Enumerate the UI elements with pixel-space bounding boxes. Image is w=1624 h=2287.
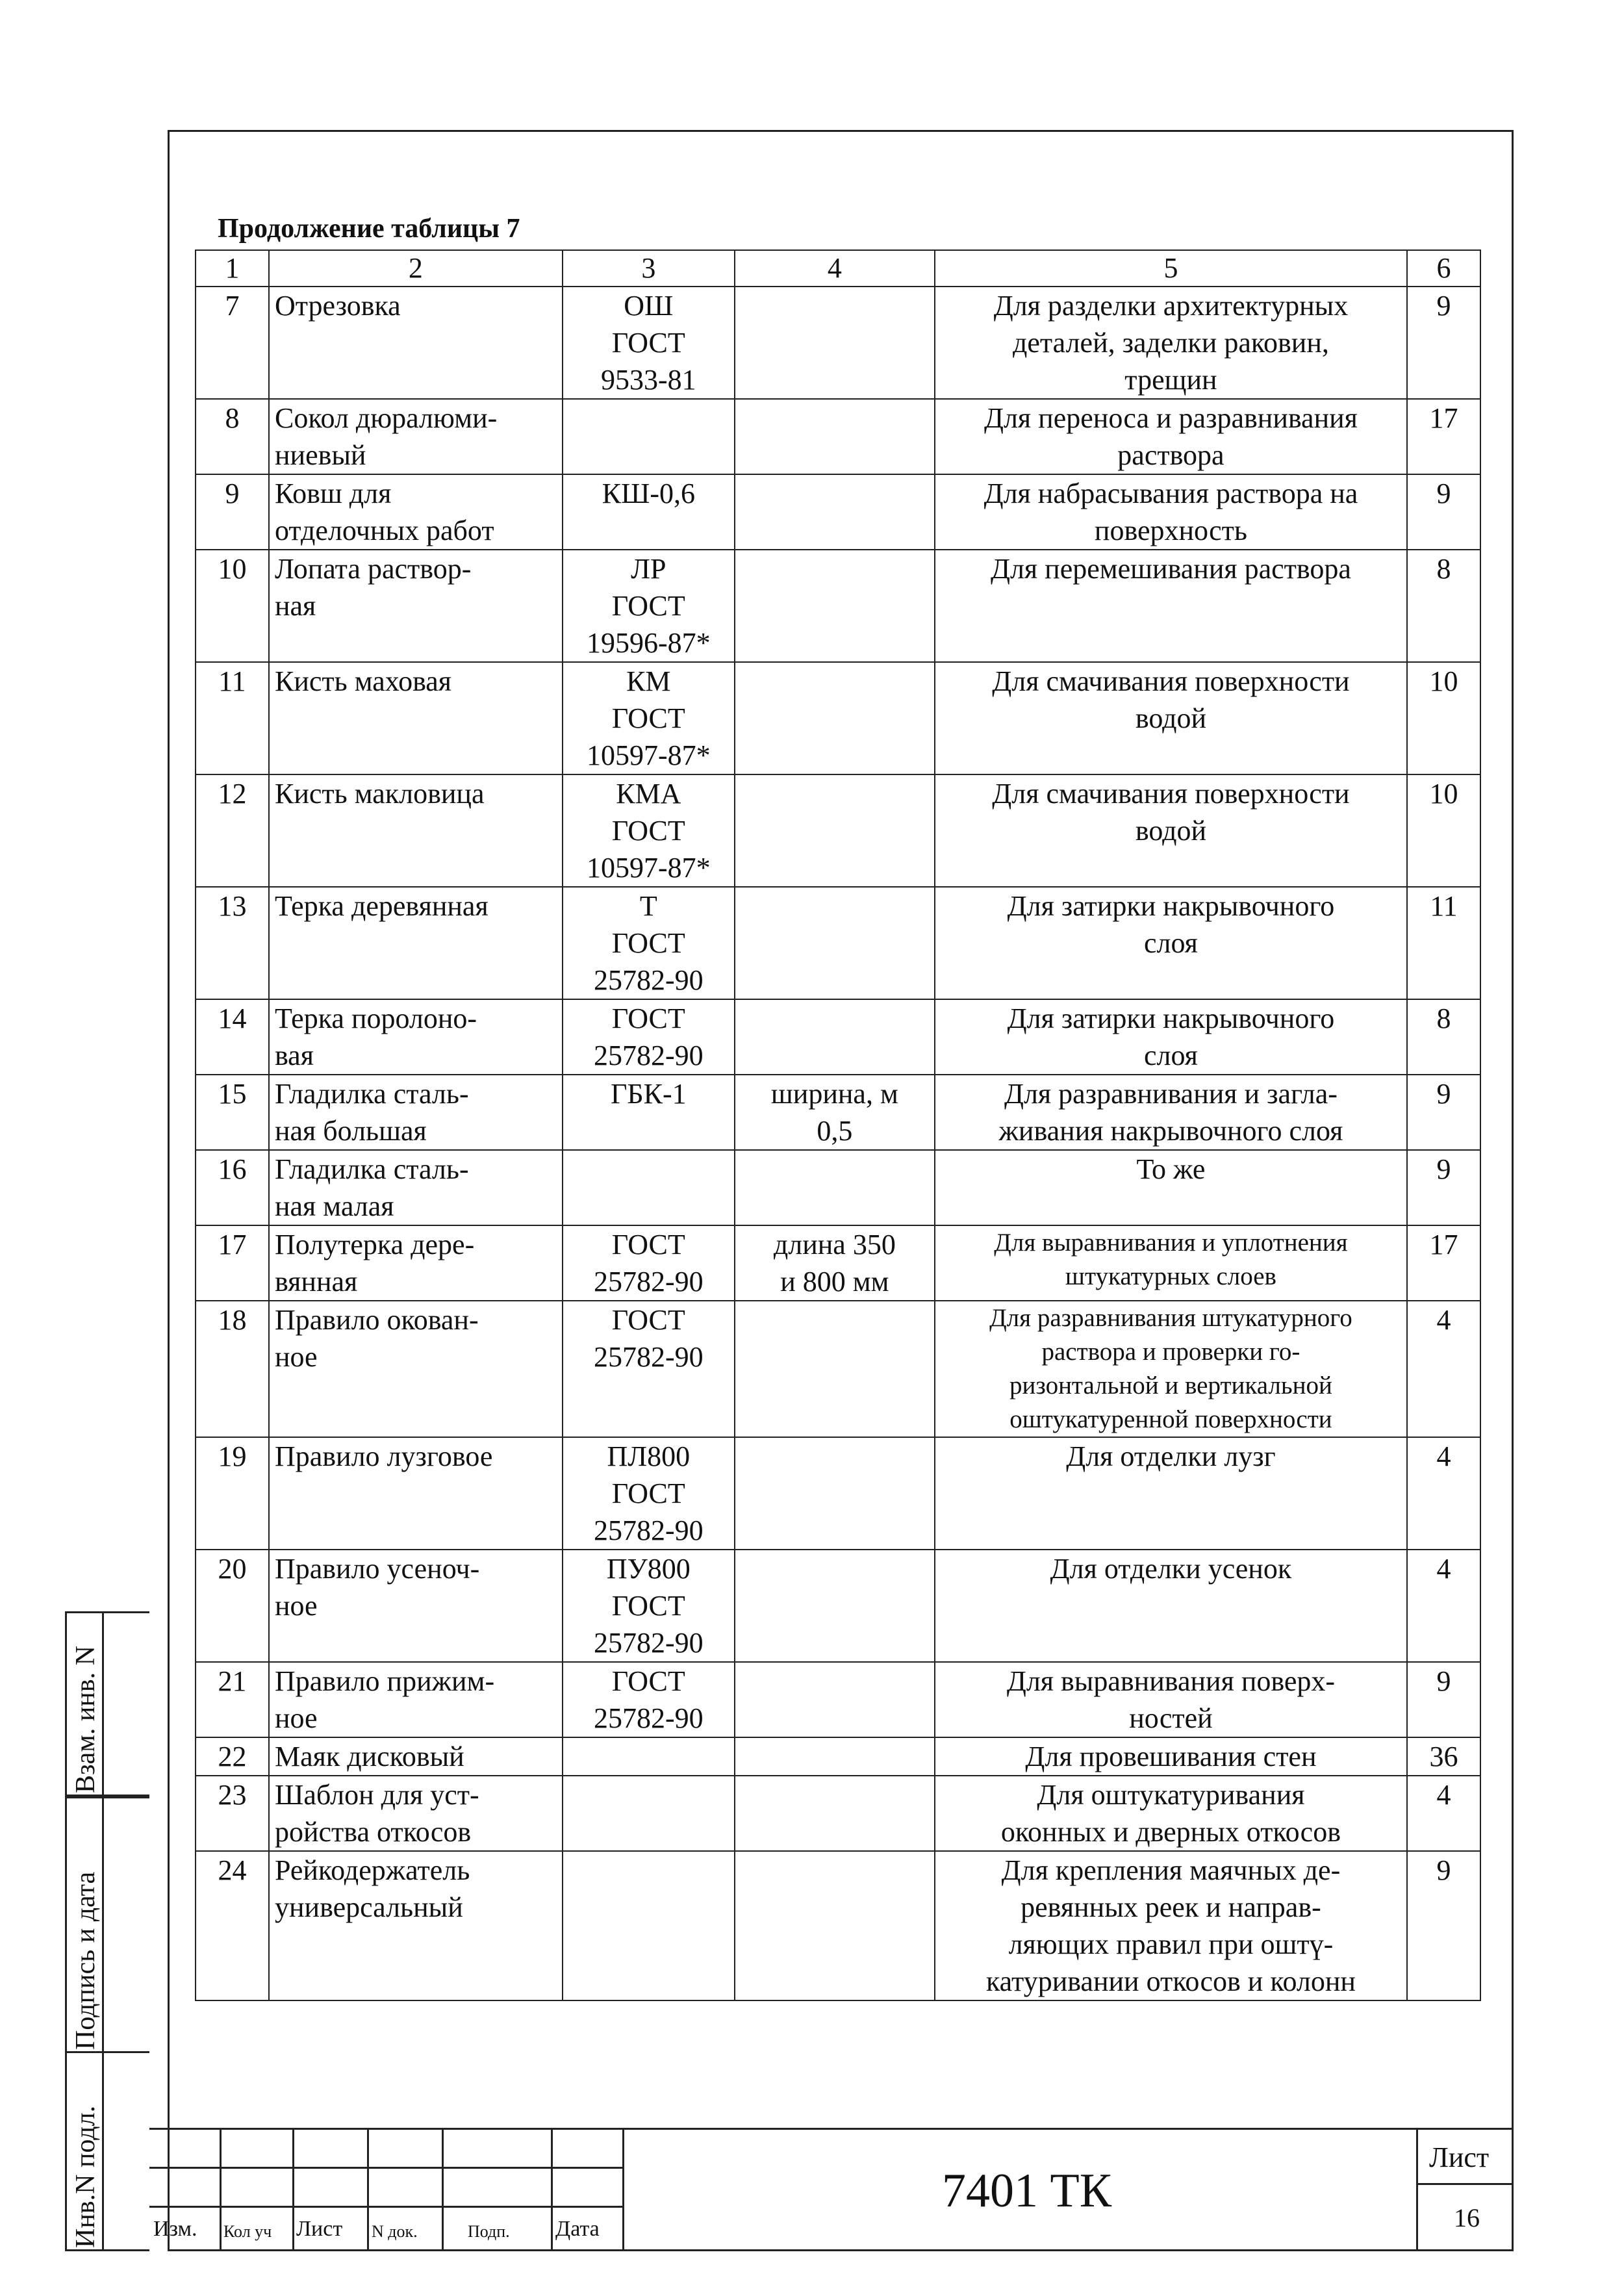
row-purpose	[935, 1662, 1407, 1737]
row-mark-line: ГОСТ	[611, 927, 685, 959]
row-spec	[735, 1150, 935, 1225]
row-spec	[735, 887, 935, 999]
row-mark-line: ПЛ800	[607, 1440, 691, 1472]
row-spec	[735, 287, 935, 399]
row-purpose	[935, 550, 1407, 662]
row-number: 17	[196, 1225, 269, 1301]
row-mark-line: 25782-90	[593, 1266, 704, 1297]
row-mark-line: 19596-87*	[586, 627, 711, 659]
row-purpose-line: Для перемешивания раствора	[990, 553, 1351, 585]
row-name-line: Лопата раствор-	[274, 553, 472, 585]
row-mark-line: ГОСТ	[611, 1665, 685, 1697]
row-name-line: ная малая	[274, 1190, 394, 1222]
table-row	[196, 550, 1480, 662]
row-name	[269, 1851, 563, 2000]
row-quantity: 9	[1407, 1851, 1480, 2000]
row-name	[269, 1150, 563, 1225]
row-name	[269, 1225, 563, 1301]
row-number: 10	[196, 550, 269, 662]
row-purpose-line: ризонтальной и вертикальной	[1009, 1372, 1332, 1399]
row-mark-line: ГОСТ	[611, 327, 685, 359]
row-mark-line: 25782-90	[593, 1040, 704, 1071]
row-name	[269, 999, 563, 1075]
row-purpose	[935, 287, 1407, 399]
stamp-ndok: N док.	[372, 2222, 418, 2241]
row-purpose-line: Для выравнивания поверх-	[1006, 1665, 1336, 1697]
row-mark	[563, 1075, 735, 1150]
row-name-line: Полутерка дере-	[274, 1229, 475, 1260]
table-row	[196, 1662, 1480, 1737]
row-mark	[563, 1851, 735, 2000]
row-purpose	[935, 1851, 1407, 2000]
row-spec-line: и 800 мм	[780, 1266, 889, 1297]
row-mark	[563, 474, 735, 550]
row-number: 18	[196, 1301, 269, 1437]
row-purpose-line: Для переноса и разравнивания	[983, 402, 1358, 434]
row-number: 23	[196, 1776, 269, 1851]
row-mark-line: 25782-90	[593, 964, 704, 996]
row-number: 24	[196, 1851, 269, 2000]
row-number: 21	[196, 1662, 269, 1737]
row-purpose-line: Для набрасывания раствора на	[983, 478, 1358, 509]
row-quantity: 4	[1407, 1776, 1480, 1851]
row-mark-line: ПУ800	[606, 1553, 691, 1585]
row-quantity: 36	[1407, 1737, 1480, 1776]
row-mark-line: КШ-0,6	[602, 478, 696, 509]
row-purpose	[935, 1776, 1407, 1851]
row-name	[269, 1550, 563, 1662]
row-number: 14	[196, 999, 269, 1075]
row-purpose-line: Для крепления маячных де-	[1001, 1854, 1341, 1886]
row-number: 16	[196, 1150, 269, 1225]
row-name-line: ройства откосов	[274, 1816, 472, 1848]
row-mark-line: 10597-87*	[586, 852, 711, 884]
row-name	[269, 474, 563, 550]
row-purpose-line: Для отделки лузг	[1066, 1440, 1276, 1472]
row-spec	[735, 662, 935, 774]
row-number: 15	[196, 1075, 269, 1150]
row-purpose	[935, 1550, 1407, 1662]
row-name	[269, 287, 563, 399]
row-name-line: Терка деревянная	[274, 890, 488, 922]
stamp-izm: Изм.	[153, 2217, 197, 2241]
row-spec-line: 0,5	[817, 1115, 853, 1147]
sheet-label: Лист	[1429, 2141, 1490, 2173]
row-number: 8	[196, 399, 269, 474]
table-row	[196, 1301, 1480, 1437]
row-number: 22	[196, 1737, 269, 1776]
row-name	[269, 662, 563, 774]
row-mark	[563, 1776, 735, 1851]
row-mark-line: ГОСТ	[611, 702, 685, 734]
row-quantity: 9	[1407, 1662, 1480, 1737]
row-mark	[563, 1662, 735, 1737]
stamp-data: Дата	[555, 2217, 600, 2241]
margin-label-vzam: Взам. инв. N	[71, 1646, 101, 1793]
row-mark-line: Т	[639, 890, 657, 922]
table-row	[196, 474, 1480, 550]
row-name-line: ное	[274, 1702, 318, 1734]
row-quantity: 4	[1407, 1550, 1480, 1662]
table-row	[196, 999, 1480, 1075]
row-purpose	[935, 474, 1407, 550]
row-name	[269, 399, 563, 474]
table-row	[196, 1075, 1480, 1150]
row-purpose	[935, 999, 1407, 1075]
row-purpose-line: Для затирки накрывочного	[1007, 890, 1335, 922]
row-mark	[563, 1150, 735, 1225]
row-purpose-line: поверхность	[1094, 515, 1247, 546]
row-name-line: Ковш для	[274, 478, 392, 509]
row-name-line: Кисть макловица	[274, 778, 485, 810]
row-name-line: Гладилка сталь-	[274, 1153, 469, 1185]
table-row	[196, 887, 1480, 999]
row-purpose-line: слоя	[1144, 927, 1198, 959]
row-number: 13	[196, 887, 269, 999]
row-spec	[735, 1662, 935, 1737]
row-number: 12	[196, 774, 269, 887]
row-quantity: 17	[1407, 1225, 1480, 1301]
row-mark-line: 25782-90	[593, 1514, 704, 1546]
table-row	[196, 662, 1480, 774]
row-name	[269, 1075, 563, 1150]
row-number: 7	[196, 287, 269, 399]
row-purpose-line: водой	[1135, 702, 1207, 734]
row-spec	[735, 1225, 935, 1301]
row-name-line: Рейкодержатель	[274, 1854, 470, 1886]
row-mark-line: 10597-87*	[586, 739, 711, 771]
table-header-row	[196, 250, 1480, 287]
row-name-line: отделочных работ	[274, 515, 494, 546]
row-name	[269, 887, 563, 999]
row-name-line: ная большая	[274, 1115, 427, 1147]
row-purpose-line: слоя	[1144, 1040, 1198, 1071]
table-row	[196, 1737, 1480, 1776]
row-name-line: ное	[274, 1590, 318, 1622]
row-spec	[735, 1075, 935, 1150]
row-mark-line: ОШ	[624, 290, 674, 322]
row-number: 19	[196, 1437, 269, 1550]
row-mark	[563, 1737, 735, 1776]
row-purpose-line: Для разравнивания штукатурного	[989, 1304, 1352, 1332]
row-name-line: Терка поролоно-	[274, 1003, 477, 1034]
row-quantity: 4	[1407, 1437, 1480, 1550]
row-mark-line: ГБК-1	[610, 1078, 687, 1110]
row-name-line: вая	[274, 1040, 314, 1071]
row-mark-line: ГОСТ	[611, 590, 685, 622]
row-name	[269, 1776, 563, 1851]
row-quantity: 17	[1407, 399, 1480, 474]
row-purpose-line: То же	[1136, 1153, 1206, 1185]
row-purpose-line: Для оштукатуривания	[1037, 1779, 1305, 1811]
row-quantity: 10	[1407, 662, 1480, 774]
row-name-line: универсальный	[274, 1891, 463, 1923]
row-purpose-line: Для выравнивания и уплотнения	[994, 1229, 1348, 1257]
row-purpose	[935, 1150, 1407, 1225]
row-purpose	[935, 1225, 1407, 1301]
row-mark-line: ЛР	[631, 553, 666, 585]
row-spec	[735, 1550, 935, 1662]
row-mark-line: ГОСТ	[611, 1477, 685, 1509]
row-spec-line: длина 350	[773, 1229, 896, 1260]
row-purpose	[935, 1301, 1407, 1437]
row-quantity: 4	[1407, 1301, 1480, 1437]
row-mark	[563, 774, 735, 887]
row-mark	[563, 662, 735, 774]
row-spec	[735, 474, 935, 550]
row-name	[269, 1662, 563, 1737]
row-name-line: вянная	[274, 1266, 358, 1297]
row-name-line: Маяк дисковый	[274, 1741, 464, 1772]
document-code: 7401 ТК	[942, 2164, 1112, 2217]
row-name-line: ная	[274, 590, 316, 622]
row-mark-line: 25782-90	[593, 1627, 704, 1659]
table-body	[196, 250, 1480, 2000]
row-purpose-line: ляющих правил при оштү-	[1008, 1928, 1334, 1960]
row-name-line: ное	[274, 1341, 318, 1373]
row-mark	[563, 1225, 735, 1301]
row-name	[269, 1301, 563, 1437]
row-quantity: 9	[1407, 1075, 1480, 1150]
row-purpose-line: оштукатуренной поверхности	[1009, 1405, 1332, 1433]
row-name	[269, 1437, 563, 1550]
row-name-line: Правило усеноч-	[274, 1553, 480, 1585]
margin-label-podpis: Подпись и дата	[71, 1871, 101, 2050]
row-name-line: Сокол дюралюми-	[274, 402, 498, 434]
row-purpose-line: штукатурных слоев	[1065, 1262, 1276, 1290]
row-spec-line: ширина, м	[770, 1078, 898, 1110]
row-mark-line: ГОСТ	[611, 1229, 685, 1260]
row-quantity: 9	[1407, 1150, 1480, 1225]
row-purpose-line: оконных и дверных откосов	[1000, 1816, 1341, 1848]
row-purpose-line: водой	[1135, 815, 1207, 847]
row-purpose-line: раствора и проверки го-	[1041, 1338, 1300, 1366]
row-spec	[735, 1851, 935, 2000]
row-spec	[735, 1776, 935, 1851]
table-row	[196, 287, 1480, 399]
margin-label-inv: Инв.N подл.	[71, 2105, 101, 2248]
row-purpose-line: Для смачивания поверхности	[992, 665, 1350, 697]
row-mark-line: ГОСТ	[611, 1304, 685, 1336]
row-name-line: Правило прижим-	[274, 1665, 495, 1697]
row-spec	[735, 1437, 935, 1550]
row-number: 11	[196, 662, 269, 774]
row-purpose	[935, 399, 1407, 474]
row-mark-line: 25782-90	[593, 1341, 704, 1373]
row-purpose-line: ревянных реек и направ-	[1021, 1891, 1321, 1923]
row-purpose-line: Для разравнивания и загла-	[1004, 1078, 1338, 1110]
row-mark-line: КМА	[616, 778, 681, 810]
row-number: 20	[196, 1550, 269, 1662]
row-purpose-line: раствора	[1117, 439, 1224, 471]
row-name-line: Шаблон для уст-	[274, 1779, 479, 1811]
row-mark	[563, 1550, 735, 1662]
row-purpose-line: деталей, заделки раковин,	[1013, 327, 1329, 359]
row-purpose	[935, 1075, 1407, 1150]
row-spec	[735, 999, 935, 1075]
stamp-podp: Подп.	[468, 2222, 510, 2241]
table-caption: Продолжение таблицы 7	[218, 214, 520, 244]
row-number: 9	[196, 474, 269, 550]
header-cell: 5	[935, 250, 1407, 287]
row-mark-line: ГОСТ	[611, 815, 685, 847]
row-name-line: Правило окован-	[274, 1304, 479, 1336]
row-purpose-line: Для смачивания поверхности	[992, 778, 1350, 810]
row-purpose	[935, 662, 1407, 774]
row-mark	[563, 999, 735, 1075]
row-mark	[563, 550, 735, 662]
row-spec	[735, 399, 935, 474]
row-purpose-line: Для разделки архитектурных	[993, 290, 1349, 322]
row-mark	[563, 1437, 735, 1550]
row-quantity: 9	[1407, 287, 1480, 399]
header-cell: 4	[735, 250, 935, 287]
row-name-line: Кисть маховая	[274, 665, 452, 697]
header-cell: 1	[196, 250, 269, 287]
table-row	[196, 1150, 1480, 1225]
row-spec	[735, 774, 935, 887]
sheet-number: 16	[1454, 2203, 1480, 2232]
row-mark-line: 9533-81	[600, 364, 696, 396]
row-purpose-line: Для провешивания стен	[1025, 1741, 1317, 1772]
row-purpose-line: катуривании откосов и колонн	[985, 1965, 1356, 1997]
table-row	[196, 1776, 1480, 1851]
row-spec	[735, 1301, 935, 1437]
header-cell: 3	[563, 250, 735, 287]
tools-table	[195, 249, 1481, 2001]
row-purpose	[935, 887, 1407, 999]
table-row	[196, 1851, 1480, 2000]
row-quantity: 8	[1407, 550, 1480, 662]
row-purpose	[935, 1737, 1407, 1776]
row-spec	[735, 550, 935, 662]
row-name	[269, 1737, 563, 1776]
row-quantity: 8	[1407, 999, 1480, 1075]
row-mark	[563, 287, 735, 399]
row-mark-line: ГОСТ	[611, 1003, 685, 1034]
stamp-list: Лист	[296, 2217, 343, 2241]
row-name-line: Отрезовка	[274, 290, 401, 322]
row-name	[269, 550, 563, 662]
row-mark-line: 25782-90	[593, 1702, 704, 1734]
table-row	[196, 774, 1480, 887]
table-row	[196, 399, 1480, 474]
row-mark	[563, 399, 735, 474]
row-mark	[563, 887, 735, 999]
row-quantity: 10	[1407, 774, 1480, 887]
table-row	[196, 1550, 1480, 1662]
header-cell: 2	[269, 250, 563, 287]
row-name	[269, 774, 563, 887]
row-quantity: 11	[1407, 887, 1480, 999]
table-row	[196, 1225, 1480, 1301]
row-purpose-line: Для затирки накрывочного	[1007, 1003, 1335, 1034]
row-mark-line: КМ	[626, 665, 671, 697]
row-mark-line: ГОСТ	[611, 1590, 685, 1622]
table-row	[196, 1437, 1480, 1550]
row-mark	[563, 1301, 735, 1437]
row-purpose-line: Для отделки усенок	[1050, 1553, 1292, 1585]
row-name-line: Правило лузговое	[274, 1440, 493, 1472]
row-name-line: Гладилка сталь-	[274, 1078, 469, 1110]
row-purpose-line: живания накрывочного слоя	[998, 1115, 1343, 1147]
row-quantity: 9	[1407, 474, 1480, 550]
row-purpose-line: трещин	[1124, 364, 1217, 396]
row-purpose	[935, 774, 1407, 887]
header-cell: 6	[1407, 250, 1480, 287]
row-spec	[735, 1737, 935, 1776]
row-purpose-line: ностей	[1129, 1702, 1213, 1734]
row-name-line: ниевый	[274, 439, 366, 471]
stamp-kol: Кол уч	[223, 2222, 272, 2241]
row-purpose	[935, 1437, 1407, 1550]
